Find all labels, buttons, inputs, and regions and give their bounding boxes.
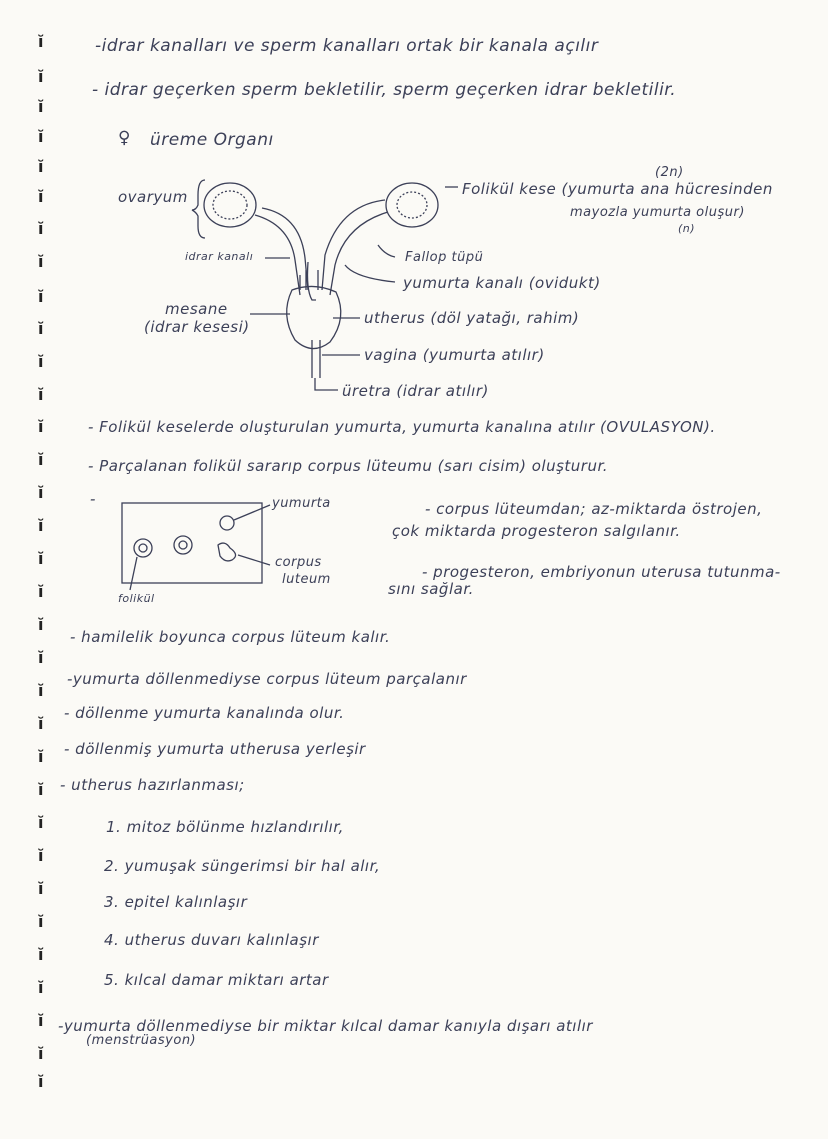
urethra-channel — [312, 340, 320, 378]
list-line-4: - döllenmiş yumurta utherusa yerleşir — [64, 740, 366, 758]
label-utherus: utherus (döl yatağı, rahim) — [364, 309, 580, 327]
binding-mark: ĭ — [38, 417, 44, 436]
list-line-2: -yumurta döllenmediyse corpus lüteum parçalanır — [67, 670, 467, 688]
binding-mark: ĭ — [38, 549, 44, 568]
label-2n: (2n) — [655, 165, 684, 180]
binding-mark: ĭ — [38, 252, 44, 271]
right-fallopian-tube-inner — [322, 200, 385, 290]
side-note-3: - progesteron, embriyonun uterusa tutunma- — [422, 563, 781, 581]
binding-mark: ĭ — [38, 157, 44, 176]
label-vagina: vagina (yumurta atılır) — [364, 346, 545, 364]
binding-mark: ĭ — [38, 127, 44, 146]
sublist-4: 4. utherus duvarı kalınlaşır — [104, 931, 319, 949]
binding-mark: ĭ — [38, 879, 44, 898]
list-line-7: (menstrüasyon) — [86, 1033, 197, 1048]
binding-mark: ĭ — [38, 846, 44, 865]
binding-mark: ĭ — [38, 352, 44, 371]
binding-mark: ĭ — [38, 219, 44, 238]
follicle-stage-2 — [174, 536, 192, 554]
right-ovary — [386, 183, 438, 227]
binding-mark: ĭ — [38, 385, 44, 404]
note2-dash: - — [90, 490, 96, 508]
binding-mark: ĭ — [38, 187, 44, 206]
label-idrar-kanali: idrar kanalı — [185, 250, 254, 263]
follicle-stage-2-core — [179, 541, 187, 549]
binding-mark: ĭ — [38, 1044, 44, 1063]
binding-mark: ĭ — [38, 319, 44, 338]
side-note-4: sını sağlar. — [388, 580, 474, 598]
label-n: (n) — [678, 222, 696, 235]
egg-cell — [220, 516, 234, 530]
note-line-1: -idrar kanalları ve sperm kanalları ortak bir kanala açılır — [95, 36, 599, 56]
label-fallop: Fallop tüpü — [405, 250, 484, 265]
binding-mark: ĭ — [38, 714, 44, 733]
list-line-6: -yumurta döllenmediyse bir miktar kılcal damar kanıyla dışarı atılır — [58, 1017, 593, 1035]
binding-mark: ĭ — [38, 450, 44, 469]
arrow-folikul-2 — [130, 557, 137, 590]
arrow-yumurta — [234, 505, 270, 520]
corpus-luteum-shape — [218, 543, 236, 561]
binding-mark: ĭ — [38, 945, 44, 964]
binding-mark: ĭ — [38, 1011, 44, 1030]
sublist-5: 5. kılcal damar miktarı artar — [104, 971, 329, 989]
binding-mark: ĭ — [38, 97, 44, 116]
list-line-1: - hamilelik boyunca corpus lüteum kalır. — [70, 628, 391, 646]
label-urethra: üretra (idrar atılır) — [342, 382, 489, 400]
section-title: üreme Organı — [150, 130, 274, 150]
binding-mark: ĭ — [38, 615, 44, 634]
binding-mark: ĭ — [38, 978, 44, 997]
binding-mark: ĭ — [38, 747, 44, 766]
label-idrar-kesesi: (idrar kesesi) — [144, 318, 250, 336]
binding-mark: ĭ — [38, 648, 44, 667]
label-corpus: corpus — [275, 555, 322, 570]
side-note-2: çok miktarda progesteron salgılanır. — [392, 522, 681, 540]
sublist-2: 2. yumuşak süngerimsi bir hal alır, — [104, 857, 381, 875]
binding-mark: ĭ — [38, 516, 44, 535]
arrow-yumurta-kanali — [345, 265, 395, 282]
follicle-stage-1-core — [139, 544, 147, 552]
note-line-2: - idrar geçerken sperm bekletilir, sperm geçerken idrar bekletilir. — [92, 80, 677, 100]
binding-mark: ĭ — [38, 483, 44, 502]
ovary-brace — [192, 180, 205, 238]
label-yumurta: yumurta — [272, 496, 331, 511]
bladder — [287, 286, 341, 348]
arrow-fallop — [378, 245, 395, 257]
sublist-1: 1. mitoz bölünme hızlandırılır, — [106, 818, 344, 836]
label-folikul-kese-2: mayozla yumurta oluşur) — [570, 205, 745, 220]
list-line-5: - utherus hazırlanması; — [60, 776, 245, 794]
list-line-3: - döllenme yumurta kanalında olur. — [64, 704, 345, 722]
binding-mark: ĭ — [38, 32, 44, 51]
arrow-urethra — [315, 378, 338, 390]
binding-mark: ĭ — [38, 780, 44, 799]
left-ovary — [204, 183, 256, 227]
label-yumurta-kanali: yumurta kanalı (ovidukt) — [403, 274, 601, 292]
note2-line-1: - Folikül keselerde oluşturulan yumurta, yumurta kanalına atılır (OVULASYON). — [88, 418, 716, 436]
right-fallopian-tube — [330, 212, 388, 295]
binding-mark: ĭ — [38, 1072, 44, 1091]
label-ovaryum: ovaryum — [118, 188, 188, 206]
binding-mark: ĭ — [38, 681, 44, 700]
label-folikul: folikül — [118, 592, 155, 605]
binding-mark: ĭ — [38, 67, 44, 86]
binding-mark: ĭ — [38, 813, 44, 832]
follicle-stage-1 — [134, 539, 152, 557]
left-ovary-follicles — [213, 191, 247, 219]
female-symbol: ♀ — [118, 128, 131, 148]
label-folikul-kese: Folikül kese (yumurta ana hücresinden — [462, 180, 773, 198]
label-mesane: mesane — [165, 300, 228, 318]
ureter — [308, 262, 317, 300]
sublist-3: 3. epitel kalınlaşır — [104, 893, 248, 911]
binding-mark: ĭ — [38, 287, 44, 306]
label-luteum: luteum — [282, 572, 331, 587]
left-fallopian-tube — [255, 215, 300, 295]
side-note-1: - corpus lüteumdan; az-miktarda östrojen, — [425, 500, 763, 518]
note2-line-2: - Parçalanan folikül sararıp corpus lüteumu (sarı cisim) oluşturur. — [88, 457, 609, 475]
arrow-corpus — [238, 555, 270, 565]
right-ovary-follicles — [397, 192, 427, 218]
binding-mark: ĭ — [38, 912, 44, 931]
binding-mark: ĭ — [38, 582, 44, 601]
